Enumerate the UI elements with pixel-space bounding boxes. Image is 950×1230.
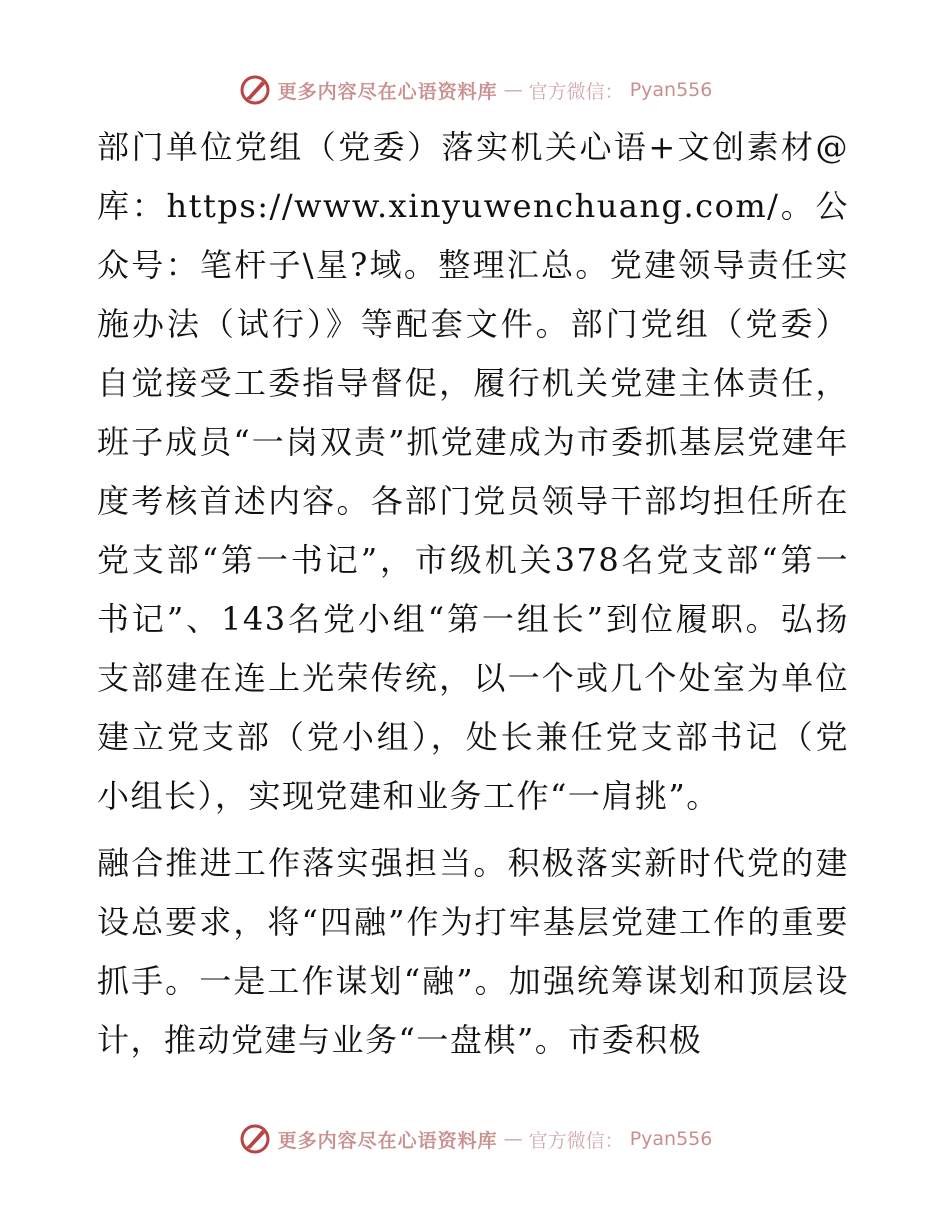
body-paragraph-2: 融合推进工作落实强担当。积极落实新时代党的建设总要求，将“四融”作为打牢基层党建工作的重要抓手。一是工作谋划“融”。加强统筹谋划和顶层设计，推动党建与业务“一盘棋”。市委积极 — [97, 844, 849, 1059]
footer-banner — [0, 1119, 950, 1159]
header-banner — [0, 70, 950, 110]
banner-separator: — — [503, 1128, 523, 1150]
quill-logo-icon — [238, 73, 272, 107]
document-body — [97, 118, 849, 1070]
banner-wechat-label: 官方微信： — [528, 80, 624, 103]
banner-wechat-id: Pyan556 — [629, 1128, 713, 1150]
banner-text: 更多内容尽在心语资料库 — [277, 1129, 498, 1152]
banner-separator: — — [503, 79, 523, 101]
banner-wechat-label: 官方微信： — [528, 1129, 624, 1152]
banner-text: 更多内容尽在心语资料库 — [277, 80, 498, 103]
banner-wechat-id: Pyan556 — [629, 79, 713, 101]
body-paragraph-1: 部门单位党组（党委）落实机关心语+文创素材@库：https://www.xinyuwenchuang.com/。公众号：笔杆子\星?域。整理汇总。党建领导责任实施办法（试行）》等配套文件。部门党组（党委）自觉接受工委指导督促，履行机关党建主体责任，班子成员“一岗双责”抓党建成为市委抓基层党建年度考核首述内容。各部门党员领导干部均担任所在党支部“第一书记”，市级机关378名党支部“第一书记”、143名党小组“第一组长”到位履职。弘扬支部建在连上光荣传统，以一个或几个处室为单位建立党支部（党小组），处长兼任党支部书记（党小组长），实现党建和业务工作“一肩挑”。 — [97, 128, 849, 815]
quill-logo-icon — [238, 1122, 272, 1156]
